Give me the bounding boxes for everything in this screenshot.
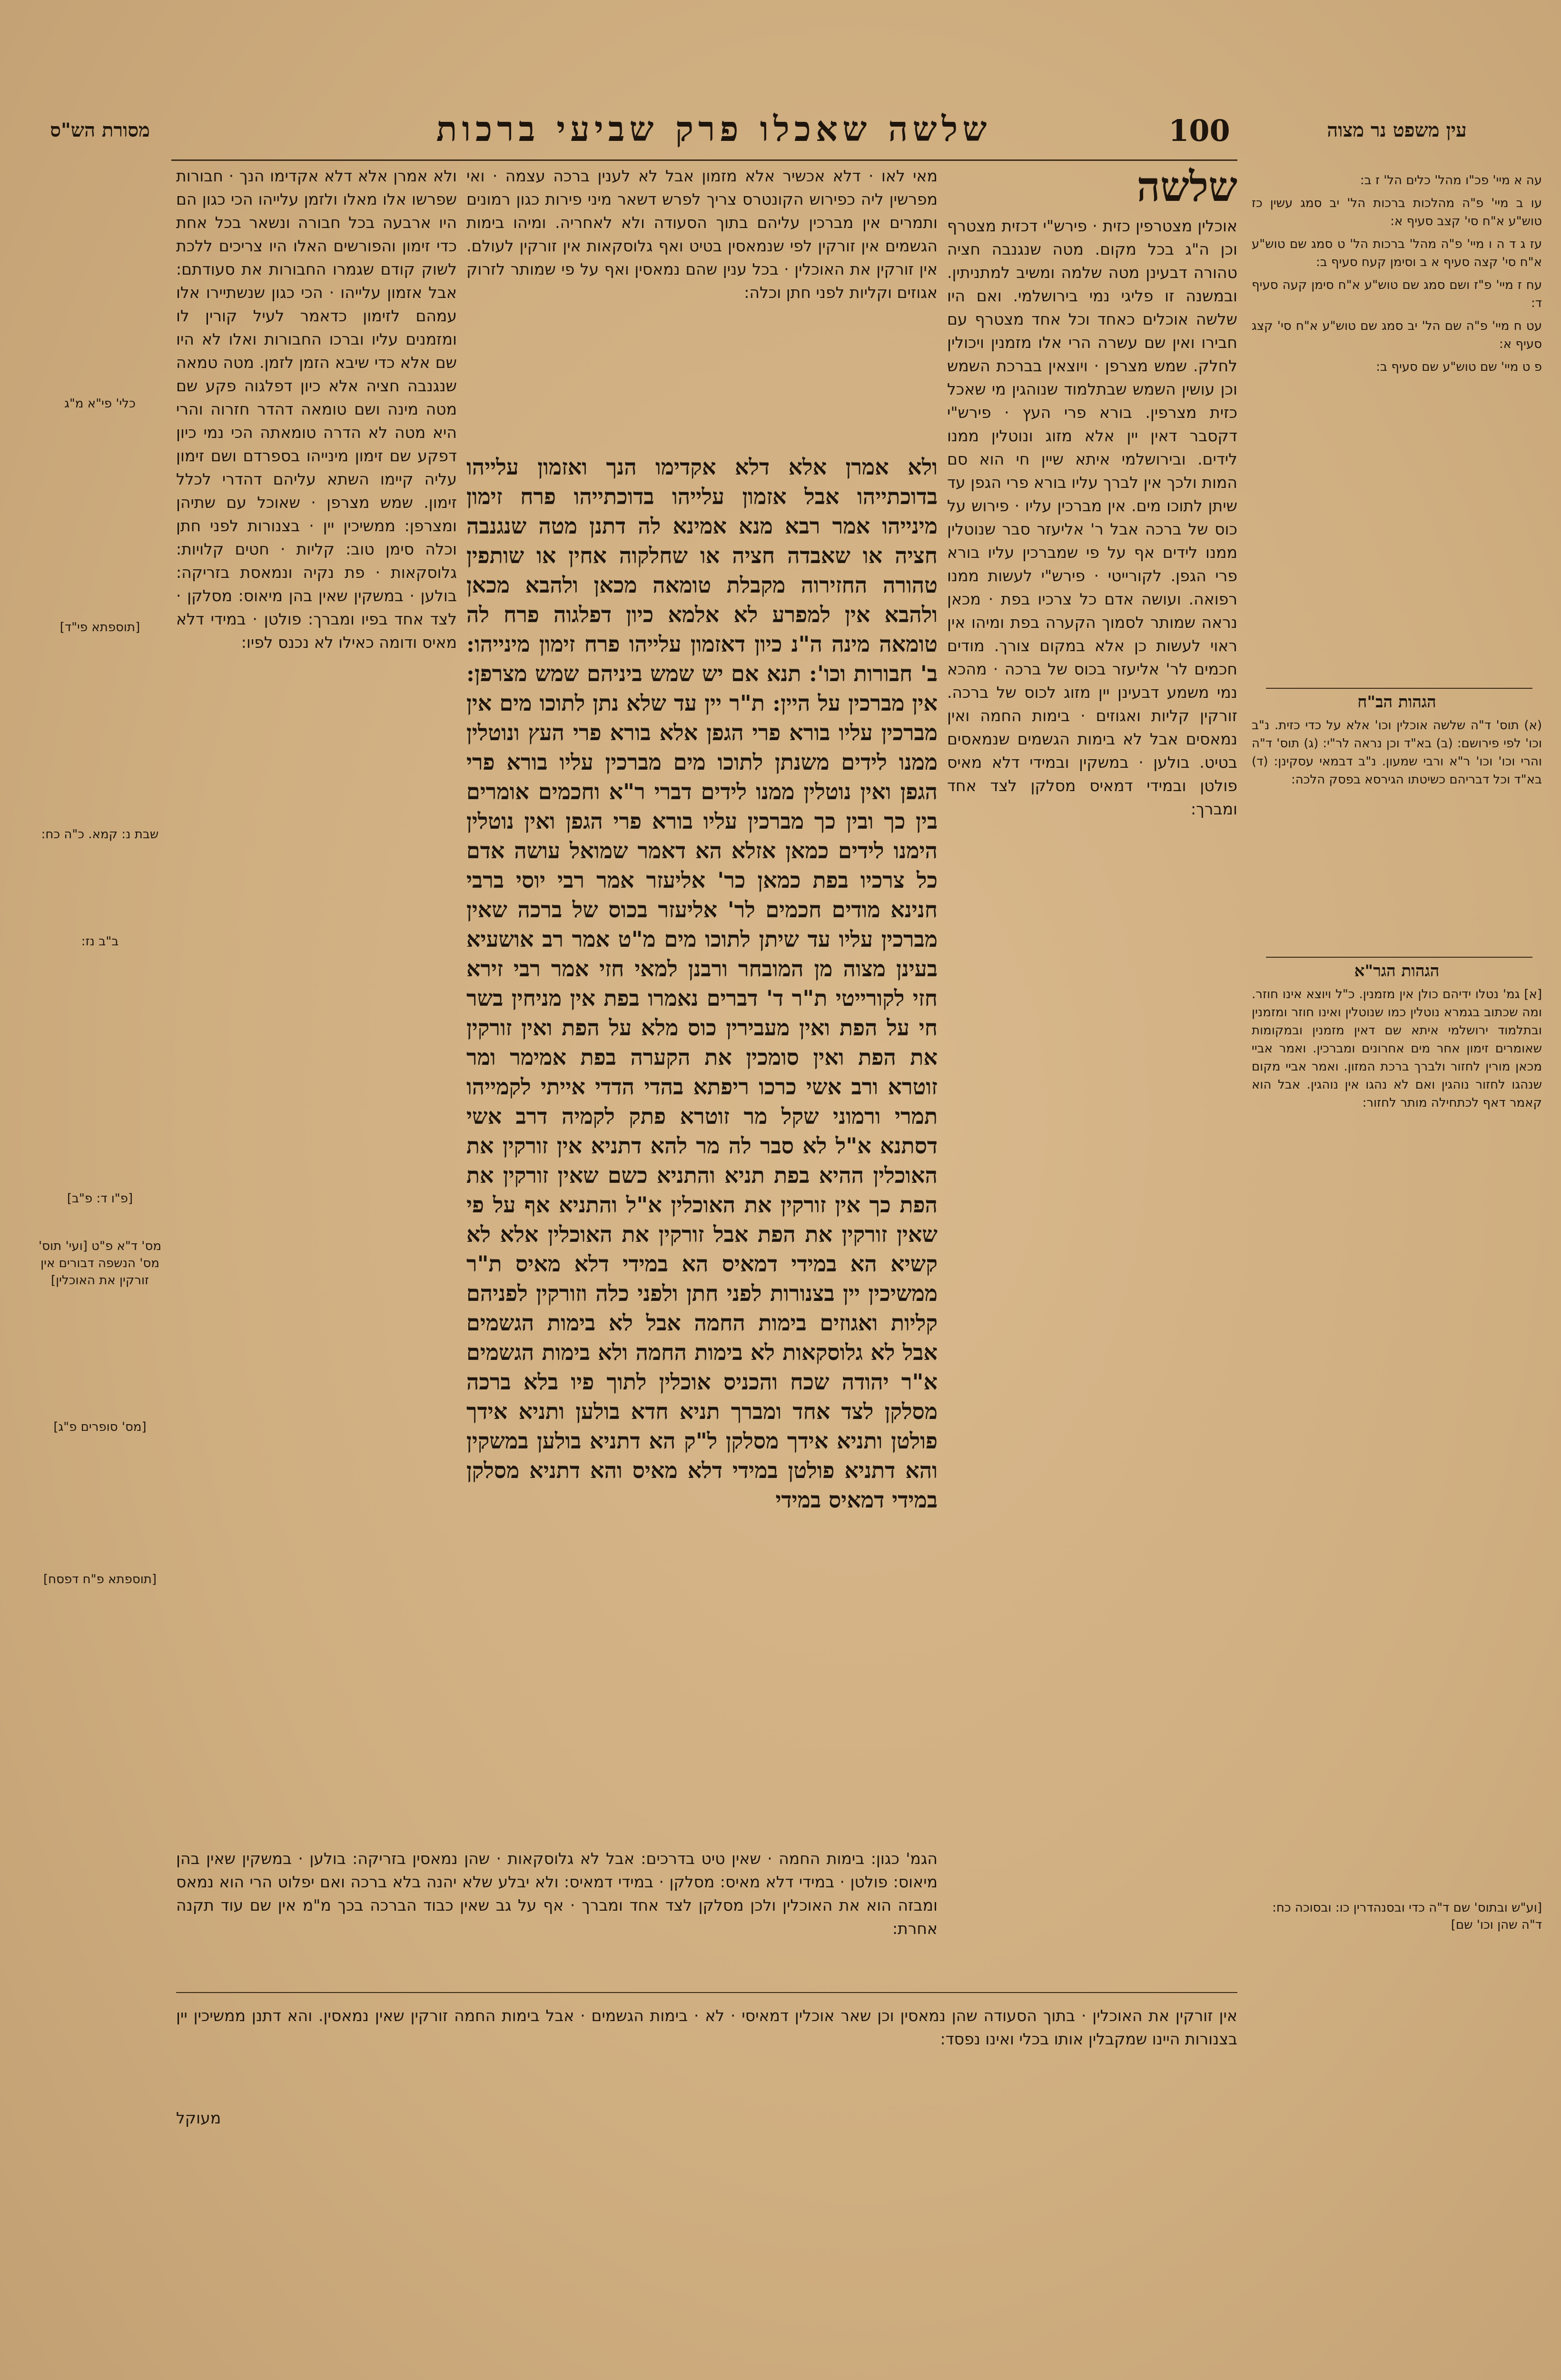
hagahot-gra-text: [א] גמ' נטלו ידיהם כולן אין מזמנין. כ"ל ויוצא אינו חוזר. ומה שכתוב בגמרא נוטלין כמו שנוטלין ואינו חוזר ומזמנין ובתלמוד ירושלמי איתא שם דאין מזמנין ובמקומות שאומרים זימון אחר מים אחרונים ומברכין. ואמר אביי מכאן מורין לחזור ולברך ברכת המזון. ואמר אביי מקום שנהגו לחזור נוהגין ואם לא נהגו אין נוהגין. אבל הוא קאמר דאף לכתחילה מותר לחזור: — [1252, 987, 1542, 1110]
bottom-commentary: אין זורקין את האוכלין · בתוך הסעודה שהן נמאסין וכן שאר אוכלין דמאיסי · לא · בימות הגשמים · אבל בימות החמה זורקין שאין נמאסין. והא דתנן ממשיכין יין בצנורות היינו שמקבלין אותו בכלי ואינו נפסד: — [176, 2006, 1237, 2048]
masoret-note: [תוספתא פי"ד] — [59, 620, 140, 635]
header-rule — [171, 159, 1237, 161]
ornament-rule — [1266, 688, 1532, 689]
ein-mishpat-item: עט ח מיי' פ"ה שם הל' יב סמג שם טוש"ע א"ח סי' קצג סעיף א: — [1252, 319, 1542, 351]
tosafot-opening-word: שלשה — [1136, 163, 1237, 211]
masoret-note: כלי' פי"א מ"ג — [64, 397, 136, 411]
masoret-note: מס' ד"א פ"ט [ועי' תוס' מס' הנשפה דבורים אין זורקין את האוכלין] — [39, 1239, 161, 1288]
masoret-note: שבת נ: קמא. כ"ה כח: — [41, 827, 159, 842]
hagahot-bach-text: (א) תוס' ד"ה שלשה אוכלין וכו' אלא על כדי כזית. נ"ב וכו' לפי פירושם: (ב) בא"ד וכן נראה לר"י: (ג) תוס' ד"ה והרי וכו' וכו' ר"א ורבי שמעון. נ"ב דבמאי עסקינן: (ד) בא"ד וכל דבריהם כשיטתו הגירסא בפסק הלכה: — [1252, 718, 1542, 787]
masoret-note: [מס' סופרים פ"ג] — [53, 1420, 147, 1434]
hagahot-gra-title: הגהות הגר"א — [1354, 962, 1440, 981]
gemara-text: ולא אמרן אלא דלא אקדימו הנך ואזמון עלייהו בדוכתייהו אבל אזמון עלייהו בדוכתייהו פרח זימון מינייהו אמר רבא מנא אמינא לה דתנן מטה שנגנבה חציה או שאבדה חציה או שחלקוה אחין או שותפין טהורה החזירוה מקבלת טומאה מכאן ולהבא מכאן ולהבא אין למפרע לא אלמא כיון דפלגוה פרח לה טומאה מינה ה"נ כיון דאזמון עלייהו פרח זימון מינייהו: ב' חבורות וכו': תנא אם יש שמש ביניהם שמש מצרפן: אין מברכין על היין: ת"ר יין עד שלא נתן לתוכו מים אין מברכין עליו בורא פרי הגפן אלא בורא פרי העץ ונוטלין ממנו לידים משנתן לתוכו מים מברכין עליו בורא פרי הגפן ואין נוטלין ממנו לידים דברי ר"א וחכמים אומרים בין כך ובין כך מברכין עליו בורא פרי הגפן ואין נוטלין הימנו לידים כמאן אזלא הא דאמר שמואל עושה אדם כל צרכיו בפת כמאן כר' אליעזר אמר רבי יוסי ברבי חנינא מודים חכמים לר' אליעזר בכוס של ברכה שאין מברכין עליו עד שיתן לתוכו מים מ"ט אמר רב אושעיא בעינן מצוה מן המובחר ורבנן למאי חזי אמר רבי זירא חזי לקורייטי ת"ר ד' דברים נאמרו בפת אין מניחין בשר חי על הפת ואין מעבירין כוס מלא על הפת ואין זורקין את הפת ואין סומכין את הקערה בפת אמימר ומר זוטרא ורב אשי כרכו ריפתא בהדי הדדי אייתי לקמייהו תמרי ורמוני שקל מר זוטרא פתק לקמיה דרב אשי דסתנא א"ל לא סבר לה מר להא דתניא אין זורקין את האוכלין ההיא בפת תניא והתניא כשם שאין זורקין את הפת כך אין זורקין את האוכלין א"ל והתניא אף על פי שאין זורקין את הפת אבל זורקין את האוכלין אלא לא קשיא הא במידי דמאיס הא במידי דלא מאיס ת"ר ממשיכין יין בצנורות לפני חתן ולפני כלה וזורקין לפניהם קליות ואגוזים בימות החמה אבל לא בימות הגשמים אבל לא גלוסקאות לא בימות החמה ולא בימות הגשמים א"ר יהודה שכח והכניס אוכלין לתוך פיו בלא ברכה מסלקן לצד אחד ומברך תניא חדא בולען ותניא אידך פולטן ותניא אידך מסלקן ל"ק הא דתניא בולען במשקין והא דתניא פולטן במידי דלא מאיס והא דתניא מסלקן במידי דמאיס במידי — [466, 454, 938, 1513]
ornament-rule — [1266, 957, 1532, 958]
rashi-column: ולא אמרן אלא דלא אקדימו הנך · חבורות שפרשו אלו מאלו ולזמן עלייהו הכי כגון הם היו ארבעה בכל חבורה ונשאר בכל אחת כדי זימון והפורשים האלו היו צריכים ללכת לשוק קודם שגמרו החבורות את סעודתם: אבל אזמון עלייהו · הכי כגון שנשתיירו אלו עמהם לזימון כדאמר לעיל קורין לו ומזמנים עליו וברכו החבורות ואלו לא היו שם אלא כדי שיבא הזמן לזמן. מטה טמאה שנגנבה חציה אלא כיון דפלגוה פקע שם מטה מינה ושם טומאה דהדר חזרוה והרי היא מטה לא הדרה טומאתה הכי נמי כיון דפקע שם זימון מינייהו בספרדם ושם זימון עליה קיימו השתא עליהם דהדרי לכלל זימון. שמש מצרפן · שאוכל עם שתיהן ומצרפן: ממשיכין יין · בצנורות לפני חתן וכלה סימן טוב: קליות · חטים קלויות: גלוסקאות · פת נקיה ונמאסת בזריקה: בולען · במשקין שאין בהן מיאוס: מסלקן · לצד אחד בפיו ומברך: פולטן · במידי דלא מאיס ודומה כאילו לא נכנס לפיו: — [176, 167, 457, 652]
footer-catchword: מעוקל — [176, 2109, 221, 2127]
rashi-top-band: מאי לאו · דלא אכשיר אלא מזמון אבל לא לענין ברכה עצמה · ואי מפרשין ליה כפירוש הקונטרס צריך לפרש דשאר מיני פירות כגון רמונים ותמרים אין מברכין עליהם בתוך הסעודה ולא לאחריה. ומיהו בימות הגשמים אין זורקין לפי שנמאסין בטיט ואף גלוסקאות אין זורקין לעולם. אין זורקין את האוכלין · בכל ענין שהם נמאסין ואף על פי שמותר לזרוק אגוזים וקליות לפני חתן וכלה: — [466, 167, 938, 302]
ein-mishpat-item: עח ז מיי' פ"ז ושם סמג שם טוש"ע א"ח סימן קעה סעיף ד: — [1252, 278, 1542, 310]
tosafot-column: אוכלין מצטרפין כזית · פירש"י דכזית מצטרף וכן ה"ג בכל מקום. מטה שנגנבה חציה טהורה דבעינן מטה שלמה ומשיב למתניתין. ובמשנה זו פליגי נמי בירושלמי. ואם היו שלשה אוכלים כאחד וכל אחד מצטרף עם חבירו ואין שם עשרה הרי אלו מזמנין ויכולין לחלק. שמש מצרפן · ויוצאין בברכת השמש וכן עושין השמש שבתלמוד שנוהגין מי שאכל כזית מצרפין. בורא פרי העץ · פירש"י דקסבר דאין יין אלא מזוג ונוטלין ממנו לידים. ובירושלמי איתא שיין חי הוא סם המות ולכך אין לברך עליו בורא פרי הגפן עד שיתן לתוכו מים. אין מברכין עליו · פירוש על כוס של ברכה אבל ר' אליעזר סבר שנוטלין ממנו לידים אף על פי שמברכין עליו בורא פרי הגפן. לקורייטי · פירש"י לעשות ממנו רפואה. ועושה אדם כל צרכיו בפת · מכאן נראה שמותר לסמוך הקערה בפת ומיהו אין ראוי לעשות כן אלא במקום צורך. מודים חכמים לר' אליעזר בכוס של ברכה · מהכא נמי משמע דבעינן יין מזוג לכוס של ברכה. זורקין קליות ואגוזים · בימות החמה ואין נמאסים אבל לא בימות הגשמים שנמאסים בטיט. בולען · במשקין ובמידי דלא מאיס פולטן ובמידי דמאיס מסלקן לצד אחד ומברך: — [947, 217, 1237, 818]
hagahot-bach-title: הגהות הב"ח — [1357, 693, 1436, 712]
masoret-note: [פ"ו ד: פ"ב] — [67, 1191, 133, 1206]
masoret-note: ב"ב נז: — [81, 934, 119, 949]
ein-mishpat-item: עו ב מיי' פ"ה מהלכות ברכות הל' יב סמג עשין כז טוש"ע א"ח סי' קצב סעיף א: — [1252, 196, 1542, 228]
page-title: שלשה שאכלו פרק שביעי ברכות — [436, 109, 992, 149]
ein-mishpat-item: עה א מיי' פכ"ו מהל' כלים הל' ז ב: — [1360, 173, 1542, 188]
masoret-note: [וע"ש ובתוס' שם ד"ה כדי ובסנהדרין כו: ובסוכה כח: ד"ה שהן וכו' שם] — [1272, 1901, 1542, 1932]
bottom-rule — [176, 1992, 1237, 1993]
ein-mishpat-item: עז ג ד ה ו מיי' פ"ה מהל' ברכות הל' ט סמג שם טוש"ע א"ח סי' קצה סעיף א ב וסימן קעח סעיף ב: — [1252, 237, 1542, 269]
ein-mishpat-item: פ ט מיי' שם טוש"ע שם סעיף ב: — [1376, 360, 1542, 374]
left-corner-label: מסורת הש"ס — [50, 119, 150, 141]
page-number: 100 — [1168, 113, 1230, 148]
masoret-note: [תוספתא פ"ח דפסח] — [43, 1572, 157, 1587]
right-corner-label: עין משפט נר מצוה — [1327, 119, 1467, 141]
bottom-rashi: הגמ' כגון: בימות החמה · שאין טיט בדרכים: אבל לא גלוסקאות · שהן נמאסין בזריקה: בולען · במשקין שאין בהן מיאוס: פולטן · במידי דלא מאיס: מסלקן · במידי דמאיס: ולא יבלע שלא יהנה בלא ברכה ואם יפלוט הרי הוא נמאס ומבזה הוא את האוכלין ולכן מסלקן לצד אחד ומברך · אף על גב שאין כבוד הברכה בכך מ"מ אין שם עוד תקנה אחרת: — [176, 1849, 938, 1938]
